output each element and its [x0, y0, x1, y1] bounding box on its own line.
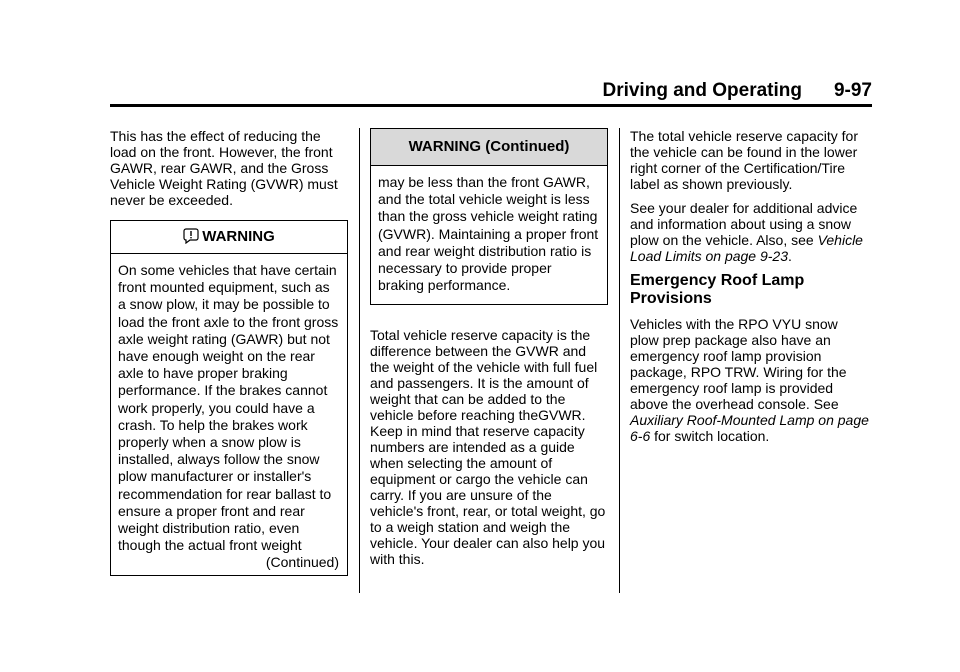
warning-title: WARNING — [202, 228, 275, 245]
column-divider-2 — [619, 128, 620, 593]
roof-lamp-text: Vehicles with the RPO VYU snow plow prep package also have an emergency roof lamp provision package, RPO TRW. Wiring for the emergency roof lamp is provided above the overhead console. See — [630, 316, 847, 412]
dealer-advice-end: . — [788, 248, 792, 264]
page-number: 9-97 — [833, 80, 872, 101]
dealer-advice-paragraph — [630, 200, 870, 264]
warning-continued-header: WARNING (Continued) — [371, 129, 607, 166]
column-3 — [630, 128, 870, 452]
dealer-advice-text: See your dealer for additional advice and information about using a snow plow on the vehicle. Also, see — [630, 200, 858, 248]
warning-continued-box — [370, 128, 608, 305]
auxiliary-lamp-link[interactable]: Auxiliary Roof-Mounted Lamp on page 6-6 — [630, 412, 869, 444]
roof-lamp-end: for switch location. — [654, 428, 770, 444]
vehicle-load-limits-link[interactable]: Vehicle Load Limits on page 9-23 — [630, 232, 863, 264]
emergency-roof-lamp-heading: Emergency Roof Lamp Provisions — [630, 272, 805, 307]
reserve-capacity-paragraph: Total vehicle reserve capacity is the difference between the GVWR and the weight of the vehicle with full fuel and passengers. It is the amount of weight that can be added to the vehicle before reaching theGVWR. Keep in mind that reserve capacity numbers are intended as a guide when selecting the amount of equipment or cargo the vehicle can carry. If you are unsure of the vehicle's front, rear, or total weight, go to a weigh station and weigh the vehicle. Your dealer can also help you with this. — [370, 327, 606, 568]
reserve-capacity-location-paragraph: The total vehicle reserve capacity for the vehicle can be found in the lower right corner of the Certification/Tire label as shown previously. — [630, 128, 858, 192]
continued-label: (Continued) — [265, 554, 339, 571]
warning-header — [111, 221, 347, 254]
page-header — [110, 74, 872, 107]
warning-box — [110, 220, 348, 576]
section-title: Driving and Operating — [602, 80, 802, 101]
warning-text: On some vehicles that have certain front mounted equipment, such as a snow plow, it may be possible to load the front axle to the front gross axle weight rating (GAWR) but not have enough weight on the rear axle to have proper braking performance. If the brakes cannot work properly, you could have a crash. To help the brakes work properly when a snow plow is installed, always follow the snow plow manufacturer or installer's recommendation for rear ballast to ensure a proper front and rear weight distribution ratio, even though the actual front weight — [118, 262, 339, 554]
column-1 — [110, 128, 348, 576]
column-2 — [370, 128, 608, 575]
intro-paragraph: This has the effect of reducing the load on the front. However, the front GAWR, rear GAWR, and the Gross Vehicle Weight Rating (GVWR) must never be exceeded. — [110, 128, 338, 208]
column-divider-1 — [359, 128, 360, 593]
warning-icon — [183, 224, 199, 256]
roof-lamp-paragraph — [630, 316, 870, 444]
warning-continued-text: may be less than the front GAWR, and the total vehicle weight is less than the gross vehicle weight rating (GVWR). Maintaining a proper front and rear weight distribution ratio is necessary to provide proper braking performance. — [378, 174, 599, 294]
